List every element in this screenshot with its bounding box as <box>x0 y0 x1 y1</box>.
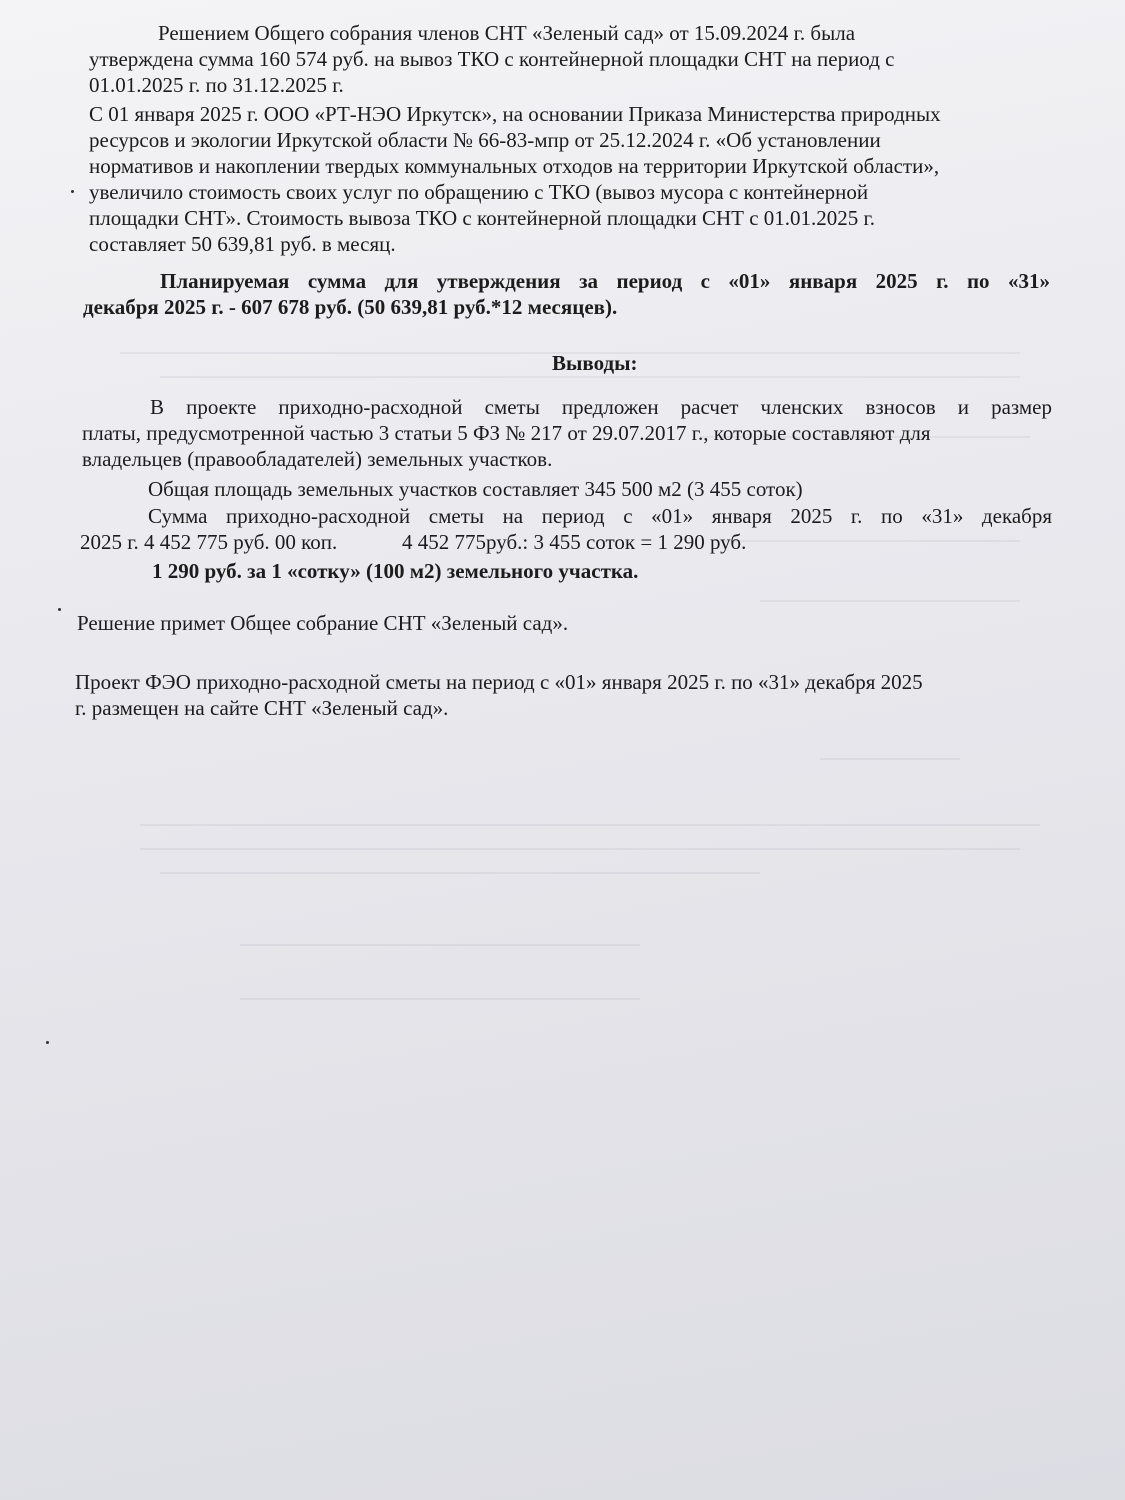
rate-line: 1 290 руб. за 1 «сотку» (100 м2) земельного участка. <box>152 559 639 583</box>
paragraph-line: платы, предусмотренной частью 3 статьи 5 ФЗ № 217 от 29.07.2017 г., которые составляют для <box>82 421 931 445</box>
stray-mark <box>58 608 61 611</box>
planned-sum-line: Планируемая сумма для утверждения за период с «01» января 2025 г. по «31» <box>160 269 1050 293</box>
paragraph-line: г. размещен на сайте СНТ «Зеленый сад». <box>75 696 449 720</box>
paragraph-line: ресурсов и экологии Иркутской области № 66-83-мпр от 25.12.2024 г. «Об установлении <box>89 128 881 152</box>
paragraph-line: Сумма приходно-расходной сметы на период с «01» января 2025 г. по «31» декабря <box>148 504 1052 528</box>
stray-mark <box>46 1041 49 1044</box>
calculation-line: 4 452 775руб.: 3 455 соток = 1 290 руб. <box>402 530 747 554</box>
paragraph-line: нормативов и накоплении твердых коммунальных отходов на территории Иркутской области», <box>89 154 940 178</box>
paragraph-line: В проекте приходно-расходной сметы предложен расчет членских взносов и размер <box>150 395 1052 419</box>
paragraph-line: площадки СНТ». Стоимость вывоза ТКО с контейнерной площадки СНТ с 01.01.2025 г. <box>89 206 876 230</box>
paragraph-line: 01.01.2025 г. по 31.12.2025 г. <box>89 73 344 97</box>
paragraph-line: Общая площадь земельных участков составляет 345 500 м2 (3 455 соток) <box>148 477 803 501</box>
paragraph-line: увеличило стоимость своих услуг по обращению с ТКО (вывоз мусора с контейнерной <box>89 180 869 204</box>
paragraph-line: 2025 г. 4 452 775 руб. 00 коп. <box>80 530 338 554</box>
paragraph-line: С 01 января 2025 г. ООО «РТ-НЭО Иркутск», на основании Приказа Министерства природных <box>89 102 941 126</box>
paragraph-line: утверждена сумма 160 574 руб. на вывоз ТКО с контейнерной площадки СНТ на период с <box>89 47 895 71</box>
planned-sum-line: декабря 2025 г. - 607 678 руб. (50 639,81 руб.*12 месяцев). <box>83 295 618 319</box>
paragraph-line: Решением Общего собрания членов СНТ «Зеленый сад» от 15.09.2024 г. была <box>158 21 856 45</box>
decision-line: Решение примет Общее собрание СНТ «Зеленый сад». <box>77 611 569 635</box>
conclusions-heading: Выводы: <box>552 351 638 375</box>
stray-mark <box>71 190 74 193</box>
paragraph-line: составляет 50 639,81 руб. в месяц. <box>89 232 396 256</box>
paragraph-line: владельцев (правообладателей) земельных участков. <box>82 447 553 471</box>
paragraph-line: Проект ФЭО приходно-расходной сметы на период с «01» января 2025 г. по «31» декабря 2025 <box>75 670 923 694</box>
